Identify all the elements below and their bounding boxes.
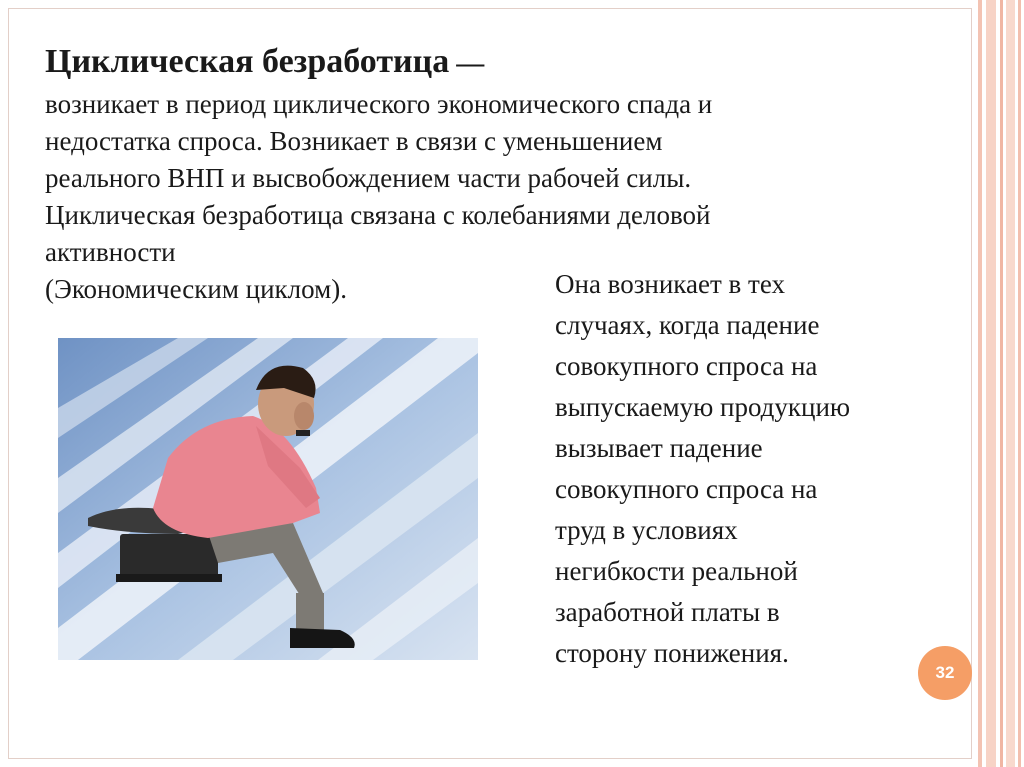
stripe: [1000, 0, 1003, 767]
paragraph-line-2: недостатка спроса. Возникает в связи с уменьшением: [45, 126, 663, 156]
title-dash: —: [449, 48, 485, 79]
paragraph-line-1: возникает в период циклического экономического спада и: [45, 89, 713, 119]
side-text-block: [555, 264, 945, 674]
page-number-badge: 32: [918, 646, 972, 700]
paragraph-line-4: Циклическая безработица связана с колебаниями деловой: [45, 200, 711, 230]
slide-title: Циклическая безработица: [45, 43, 450, 80]
decorative-stripes: [978, 0, 1024, 767]
stripe: [986, 0, 996, 767]
side-line-5: вызывает падение: [555, 433, 763, 463]
title-line: [45, 38, 925, 86]
side-line-2: случаях, когда падение: [555, 310, 820, 340]
side-line-3: совокупного спроса на: [555, 351, 818, 381]
stripe: [978, 0, 982, 767]
paragraph-line-3: реального ВНП и высвобождением части рабочей силы.: [45, 163, 692, 193]
side-line-8: негибкости реальной: [555, 556, 798, 586]
side-line-4: выпускаемую продукцию: [555, 392, 851, 422]
stripe: [1006, 0, 1015, 767]
side-line-1: Она возникает в тех: [555, 269, 785, 299]
man-sitting-on-stairs-icon: [58, 338, 478, 660]
paragraph-line-5: активности: [45, 237, 176, 267]
stripe: [1018, 0, 1021, 767]
paragraph-line-6: (Экономическим циклом).: [45, 274, 347, 304]
side-line-7: труд в условиях: [555, 515, 738, 545]
side-line-6: совокупного спроса на: [555, 474, 818, 504]
side-line-9: заработной платы в: [555, 597, 780, 627]
side-line-10: сторону понижения.: [555, 638, 789, 668]
